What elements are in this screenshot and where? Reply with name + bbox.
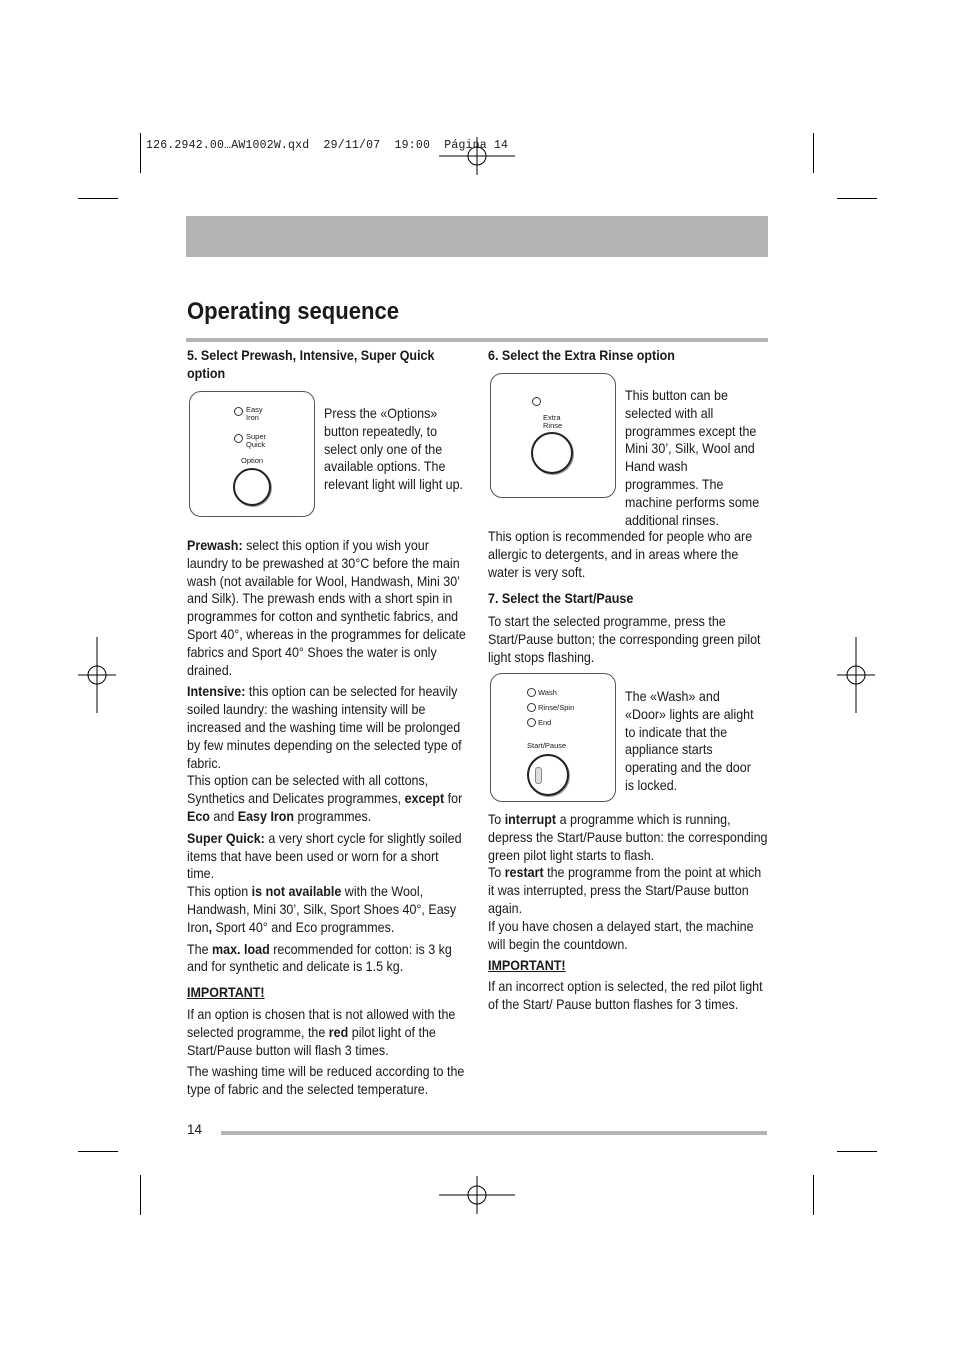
restart-paragraph: To restart the programme from the point at which it was interrupted, press the Start/Pause button again. [488, 865, 762, 916]
right-important-heading: IMPORTANT! [488, 958, 566, 974]
start-text: To start the selected programme, press the Start/Pause button; the corresponding green pilot light stops flashing. [488, 614, 761, 665]
important-heading: IMPORTANT! [187, 985, 265, 1001]
intensive-paragraph-2: This option can be selected with all cottons, Synthetics and Delicates programmes, except for Eco and Easy Iron programmes. [187, 773, 463, 824]
extra-rinse-panel [490, 373, 616, 498]
start-pause-panel [490, 673, 616, 802]
delayed-start-paragraph: If you have chosen a delayed start, the machine will begin the countdown. [488, 918, 754, 952]
extra-rinse-label: Extra Rinse [543, 413, 563, 430]
interrupt-paragraph: To interrupt a programme which is running, depress the Start/Pause button: the corresponding green pilot light starts to flash. [488, 812, 768, 863]
page-title: Operating sequence [187, 298, 399, 325]
section-5-heading: 5. Select Prewash, Intensive, Super Quick option [187, 348, 435, 381]
wash-led [527, 688, 536, 697]
super-quick-led [234, 434, 243, 443]
extra-rinse-led [532, 397, 541, 406]
extra-rinse-recommendation: This option is recommended for people who are allergic to detergents, and in areas where the water is very soft. [488, 529, 753, 580]
max-load-paragraph: The max. load recommended for cotton: is 3 kg and for synthetic and delicate is 1.5 kg. [187, 941, 452, 975]
option-panel [189, 391, 315, 517]
option-button[interactable] [233, 468, 271, 506]
option-panel-text: Press the «Options» button repeatedly, to select only one of the available options. The relevant light will light up. [324, 406, 464, 493]
extra-rinse-text: This button can be selected with all programmes except the Mini 30’, Silk, Wool and Hand wash programmes. The machine performs some additional rinses. [625, 388, 760, 528]
super-quick-paragraph-2: This option is not available with the Wool, Handwash, Mini 30’, Silk, Sport Shoes 40°, Easy Iron, Sport 40° and Eco programmes. [187, 884, 457, 935]
start-pause-label: Start/Pause [527, 741, 567, 750]
page-number: 14 [187, 1122, 203, 1137]
section-6-heading: 6. Select the Extra Rinse option [488, 348, 675, 363]
important-paragraph: If an option is chosen that is not allowed with the selected programme, the red pilot light of the Start/Pause button will flash 3 times. [187, 1006, 456, 1058]
footer-bar [221, 1131, 767, 1135]
print-slug: 126.2942.00…AW1002W.qxd 29/11/07 19:00 Página 14 [146, 139, 509, 152]
title-rule [186, 338, 768, 342]
super-quick-paragraph: Super Quick: a very short cycle for slightly soiled items that have been used or worn for a short time. [187, 830, 462, 882]
start-pause-text: The «Wash» and «Door» lights are alight to indicate that the appliance starts operating and the door is locked. [625, 689, 754, 793]
prewash-paragraph: Prewash: select this option if you wish your laundry to be prewashed at 30°C before the main wash (not available for Wool, Handwash, Mini 30’ and Silk). The prewash ends with a short spin in programmes for cotton and synthetic fabrics, and Sport 40°, whereas in the programmes for delicate fabrics and Sport 40° Shoes the water is only drained. [187, 538, 466, 678]
end-led [527, 718, 536, 727]
rinse-spin-led [527, 703, 536, 712]
wash-label: Wash [538, 688, 557, 697]
washing-time-paragraph: The washing time will be reduced according to the type of fabric and the selected temperature. [187, 1064, 465, 1098]
incorrect-option-paragraph: If an incorrect option is selected, the red pilot light of the Start/ Pause button flashes for 3 times. [488, 979, 763, 1012]
extra-rinse-button[interactable] [531, 432, 573, 474]
easy-iron-label: Easy Iron [246, 405, 263, 422]
right-body [488, 811, 769, 1014]
start-pause-button[interactable] [527, 754, 569, 796]
pilot-light-icon [535, 767, 542, 784]
intensive-paragraph: Intensive: this option can be selected for heavily soiled laundry: the washing intensity will be increased and the washing time will be prolonged by few minutes depending on the selected type of fabric. [187, 684, 462, 771]
easy-iron-led [234, 407, 243, 416]
section-7-heading: 7. Select the Start/Pause [488, 591, 634, 606]
rinse-spin-label: Rinse/Spin [538, 703, 575, 712]
super-quick-label: Super Quick [246, 432, 267, 449]
left-body [187, 537, 468, 1099]
option-label: Option [241, 456, 264, 465]
header-bar [186, 216, 768, 257]
end-label: End [538, 718, 552, 727]
